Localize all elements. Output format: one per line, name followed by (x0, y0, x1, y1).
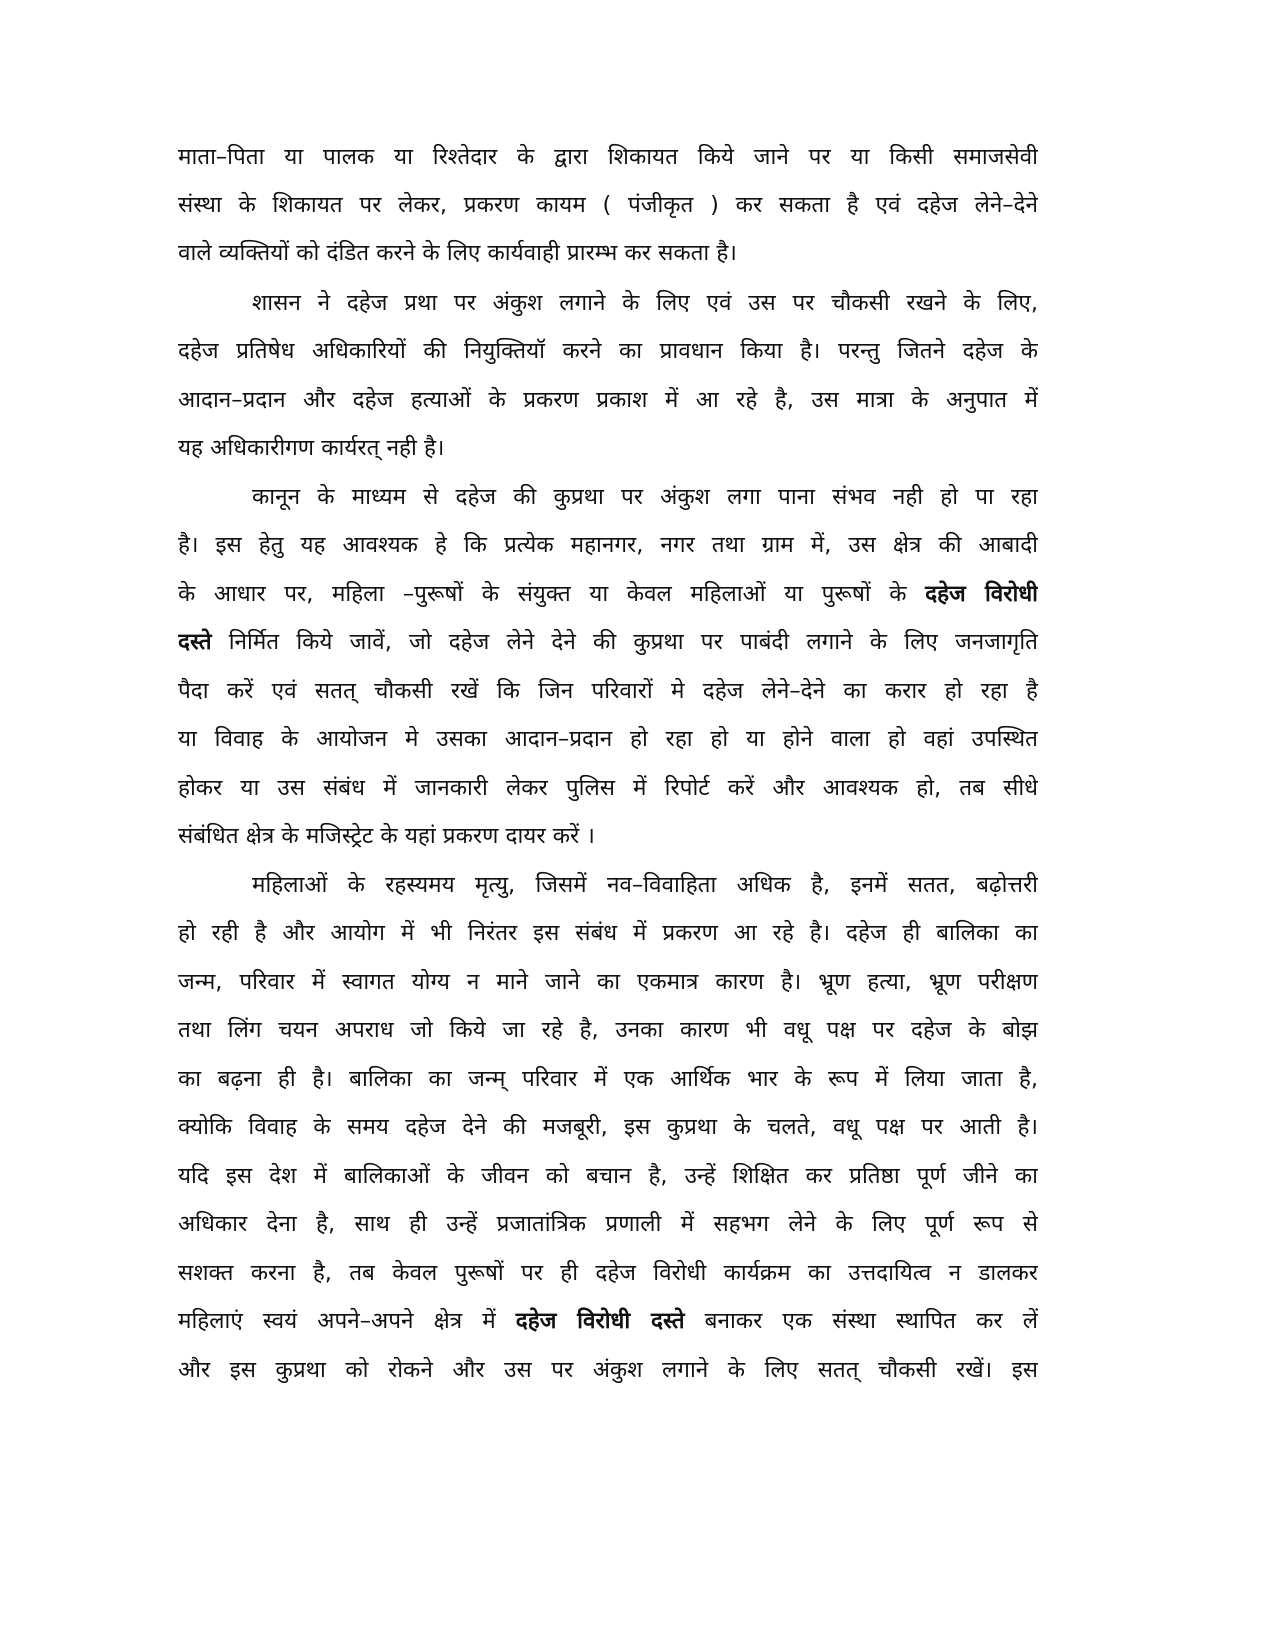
bold-phrase: दहेज विरोधी (925, 581, 1038, 607)
text-line (178, 383, 1038, 417)
text-run: यह अधिकारीगण कार्यरत् नही है। (178, 435, 445, 461)
text-line (178, 528, 1038, 562)
text-line (252, 286, 1038, 320)
text-run: संस्था के शिकायत पर लेकर, प्रकरण कायम ( पंजीकृत ) कर सकता है एवं दहेज लेने–देने (178, 192, 1038, 218)
text-run: पैदा करें एवं सतत् चौकसी रखें कि जिन परिवारों मे दहेज लेने–देने का करार हो रहा है (178, 678, 1038, 704)
text-line (178, 1207, 1038, 1241)
text-line (178, 431, 1038, 465)
text-run: संबंधित क्षेत्र के मजिस्ट्रेट के यहां प्रकरण दायर करें । (178, 823, 595, 849)
text-run: माता–पिता या पालक या रिश्तेदार के द्वारा शिकायत किये जाने पर या किसी समाजसेवी (178, 144, 1038, 170)
text-line (178, 916, 1038, 950)
text-line (178, 188, 1038, 222)
bold-phrase: दहेज विरोधी दस्ते (515, 1308, 685, 1334)
text-line (252, 480, 1038, 514)
text-run: सशक्त करना है, तब केवल पुरूषों पर ही दहेज विरोधी कार्यक्रम का उत्तदायित्व न डालकर (178, 1260, 1038, 1286)
text-run: क्योकि विवाह के समय दहेज देने की मजबूरी, इस कुप्रथा के चलते, वधू पक्ष पर आती है। (178, 1114, 1038, 1140)
text-run: बनाकर एक संस्था स्थापित कर लें (684, 1308, 1038, 1334)
text-line (178, 1062, 1038, 1096)
text-run: या विवाह के आयोजन मे उसका आदान–प्रदान हो रहा हो या होने वाला हो वहां उपस्थित (178, 726, 1038, 752)
text-line (178, 965, 1038, 999)
text-run: महिलाएं स्वयं अपने–अपने क्षेत्र में (178, 1308, 516, 1334)
text-line (178, 577, 1038, 611)
text-line (178, 1304, 1038, 1338)
text-line (178, 1110, 1038, 1144)
text-line (178, 1159, 1038, 1193)
text-run: शासन ने दहेज प्रथा पर अंकुश लगाने के लिए एवं उस पर चौकसी रखने के लिए, (252, 290, 1038, 316)
text-line (178, 722, 1038, 756)
text-run: के आधार पर, महिला –पुरूषों के संयुक्त या केवल महिलाओं या पुरूषों के (178, 581, 926, 607)
text-line (178, 140, 1038, 174)
text-run: यदि इस देश में बालिकाओं के जीवन को बचान है, उन्हें शिक्षित कर प्रतिष्ठा पूर्ण जीने का (178, 1163, 1038, 1189)
text-run: है। इस हेतु यह आवश्यक हे कि प्रत्येक महानगर, नगर तथा ग्राम में, उस क्षेत्र की आबादी (178, 532, 1038, 558)
text-line (178, 334, 1038, 368)
text-run: कानून के माध्यम से दहेज की कुप्रथा पर अंकुश लगा पाना संभव नही हो पा रहा (252, 484, 1038, 510)
text-run: दहेज प्रतिषेध अधिकारियों की नियुक्तियॉ करने का प्रावधान किया है। परन्तु जितने दहेज के (178, 338, 1038, 364)
text-line (178, 771, 1038, 805)
text-run: अधिकार देना है, साथ ही उन्हें प्रजातांत्रिक प्रणाली में सहभग लेने के लिए पूर्ण रूप से (178, 1211, 1038, 1237)
document-page (178, 140, 1038, 1400)
text-line (252, 868, 1038, 902)
text-run: निर्मित किये जावें, जो दहेज लेने देने की कुप्रथा पर पाबंदी लगाने के लिए जनजागृति (211, 629, 1038, 655)
text-run: आदान–प्रदान और दहेज हत्याओं के प्रकरण प्रकाश में आ रहे है, उस मात्रा के अनुपात में (178, 387, 1038, 413)
text-line (178, 674, 1038, 708)
text-run: होकर या उस संबंध में जानकारी लेकर पुलिस में रिपोर्ट करें और आवश्यक हो, तब सीधे (178, 775, 1038, 801)
text-run: वाले व्यक्तियों को दंडित करने के लिए कार्यवाही प्रारम्भ कर सकता है। (178, 240, 737, 266)
bold-phrase: दस्ते (178, 629, 212, 655)
text-line (178, 1013, 1038, 1047)
text-line (178, 819, 1038, 853)
text-run: और इस कुप्रथा को रोकने और उस पर अंकुश लगाने के लिए सतत् चौकसी रखें। इस (178, 1357, 1038, 1383)
text-run: हो रही है और आयोग में भी निरंतर इस संबंध में प्रकरण आ रहे है। दहेज ही बालिका का (178, 920, 1038, 946)
text-run: जन्म, परिवार में स्वागत योग्य न माने जाने का एकमात्र कारण है। भ्रूण हत्या, भ्रूण परीक्षण (178, 969, 1038, 995)
text-line (178, 236, 1038, 270)
text-run: का बढ़ना ही है। बालिका का जन्म् परिवार में एक आर्थिक भार के रूप में लिया जाता है, (178, 1066, 1038, 1092)
text-line (178, 625, 1038, 659)
text-run: महिलाओं के रहस्यमय मृत्यु, जिसमें नव–विवाहिता अधिक है, इनमें सतत, बढ़ोत्तरी (252, 872, 1038, 898)
text-line (178, 1353, 1038, 1387)
text-line (178, 1256, 1038, 1290)
text-run: तथा लिंग चयन अपराध जो किये जा रहे है, उनका कारण भी वधू पक्ष पर दहेज के बोझ (178, 1017, 1038, 1043)
